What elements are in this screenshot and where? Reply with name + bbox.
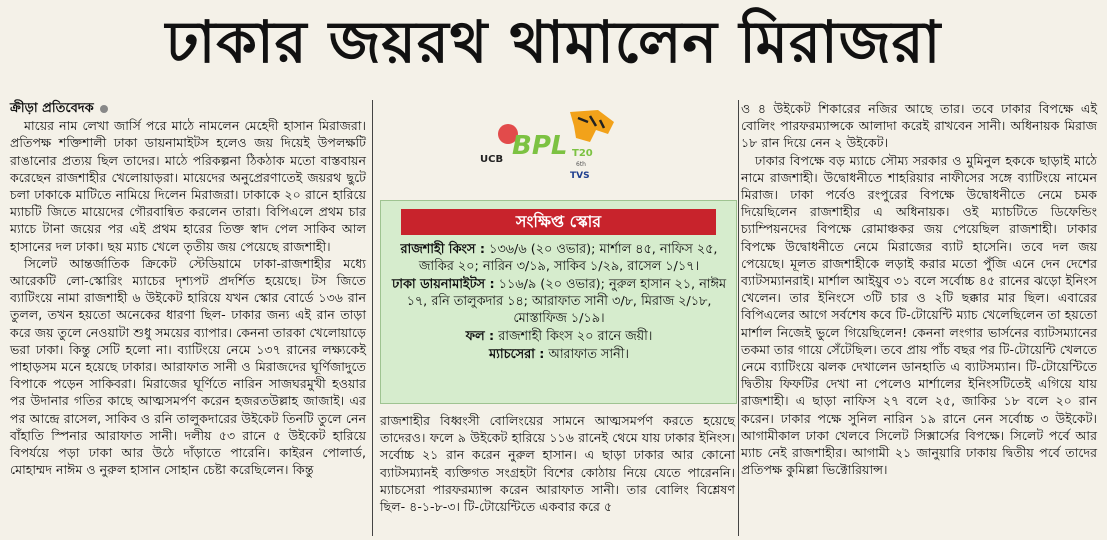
- column-divider: [738, 100, 739, 536]
- score-rajshahi: [389, 241, 729, 275]
- score-text: ১১৬/৯ (২০ ওভার); নুরুল হাসান ২১, নাঈম ১৭, রনি তালুকদার ১৪; আরাফাত সানী ৩/৮, মিরাজ ২/১৮, মোস্তাফিজ ১/১৯।: [406, 277, 726, 326]
- score-dhaka: [389, 276, 729, 327]
- byline-dot-icon: [100, 105, 108, 113]
- bpl-logo: [478, 108, 628, 188]
- ucb-text: UCB: [480, 154, 504, 165]
- score-result: [389, 328, 729, 345]
- score-label: ফল :: [465, 329, 495, 344]
- paragraph: ও ৪ উইকেট শিকারের নজির আছে তার। তবে ঢাকার বিপক্ষে এই বোলিং পারফরম্যান্সকে আলাদা করেই রাখবেন সানী। অধিনায়ক মিরাজ ১৮ রান দিয়ে নেন ২ উইকেট।: [741, 101, 1097, 151]
- score-summary-box: [380, 200, 737, 404]
- article-column-middle: [380, 412, 735, 515]
- score-text: ১৩৬/৬ (২০ ওভার); মার্শাল ৪৫, নাফিস ২৫, জাকির ২০; নারিন ৩/১৯, সাকিব ১/২৯, রাসেল ১/১৭।: [418, 242, 718, 274]
- tvs-text: TVS: [570, 171, 590, 181]
- score-label: ঢাকা ডায়নামাইটস :: [392, 277, 495, 292]
- paragraph: রাজশাহীর বিধ্বংসী বোলিংয়ের সামনে আত্মসমর্পণ করতে হয়েছে তাদেরও। ফলে ৯ উইকেট হারিয়ে ১১৬ রানেই থেমে যায় ঢাকার ইনিংস। সর্বোচ্চ ২১ রান করেন নুরুল হাসান। এ ছাড়া ঢাকার আর কোনো ব্যাটসম্যানই ব্যক্তিগত সংগ্রহটা বিশের কোঠায় নিয়ে যেতে পারেননি। ম্যাচসেরা পারফরম্যান্স করেন আরাফাত সানী। তার বোলিং বিশ্লেষণ ছিল- ৪-১-৮-৩। টি-টোয়েন্টিতে একবার করে ৫: [380, 413, 735, 515]
- score-text: আরাফাত সানী।: [548, 347, 629, 362]
- article-column-right: [741, 100, 1097, 478]
- headline: ঢাকার জয়রথ থামালেন মিরাজরা: [165, 7, 942, 76]
- t20-text: T20: [572, 148, 593, 159]
- column-divider: [372, 100, 373, 536]
- season-text: 6th: [576, 161, 586, 168]
- score-label: রাজশাহী কিংস :: [400, 242, 485, 257]
- bpl-text: BPL: [512, 131, 568, 161]
- score-summary-body: [389, 241, 729, 364]
- byline: [10, 100, 366, 117]
- article-column-left: [10, 100, 366, 478]
- tiger-icon: [570, 110, 614, 142]
- paragraph: ঢাকার বিপক্ষে বড় ম্যাচে সৌম্য সরকার ও মুমিনুল হককে ছাড়াই মাঠে নামে রাজশাহী। উদ্বোধনীতে শাহরিয়ার নাফীসের সঙ্গে ব্যাটিংয়ে নামেন মিরাজ। ঢাকা পর্বেও রংপুরের বিপক্ষে উদ্বোধনীতে নেমে চমক দিয়েছিলেন রাজশাহীর এ অধিনায়ক। ওই ম্যাচটিতে ডিফেন্ডিং চ্যাম্পিয়নদের বিপক্ষে রোমাঞ্চকর জয় পেয়েছিল রাজশাহী। ঢাকার বিপক্ষে উদ্বোধনীতে নেমে মিরাজের ব্যাট হাসেনি। তবে দল জয় পেয়েছে। মূলত রাজশাহীকে লড়াই করার মতো পুঁজি এনে দেন দেশের ব্যাটসম্যানরাই। মার্শাল আইয়ুব ৩১ বলে সর্বোচ্চ ৪৫ রানের ঝড়ো ইনিংস খেলেন। তার ইনিংসে ৩টি চার ও ২টি ছক্কার মার ছিল। এবারের বিপিএলের আগে সর্বশেষ কবে টি-টোয়েন্টি ম্যাচ খেলেছিলেন তা হয়তো মার্শাল নিজেই ভুলে গিয়েছিলেন! কেননা লংগার ভার্সনের ব্যাটসম্যানের তকমা তার গায়ে সেঁটেছিল। তবে প্রায় পাঁচ বছর পর টি-টোয়েন্টি খেলতে নেমে ব্যাটিংয়ে ঝলক দেখালেন ডানহাতি এ ব্যাটসম্যান। টি-টোয়েন্টিতে দ্বিতীয় ফিফটির দেখা না পেলেও মার্শালের ইনিংসটিতেই এগিয়ে যায় রাজশাহী। এ ছাড়া নাফিস ২৭ বলে ২৫, জাকির ১৮ বলে ২০ রান করেন। ঢাকার পক্ষে সুনিল নারিন ১৯ রানে নেন সর্বোচ্চ ৩ উইকেট। আগামীকাল ঢাকা খেলবে সিলেট সিক্সার্সের বিপক্ষে। সিলেট পর্বে আর ম্যাচ নেই রাজশাহীর। আগামী ২১ জানুয়ারি ঢাকায় দ্বিতীয় পর্বে তাদের প্রতিপক্ষ কুমিল্লা ভিক্টোরিয়ান্স।: [741, 152, 1097, 478]
- paragraph: সিলেট আন্তর্জাতিক ক্রিকেট স্টেডিয়ামে ঢাকা-রাজশাহীর মধ্যে আরেকটি লো-স্কোরিং ম্যাচের দৃশ্যপট প্রদর্শিত হয়েছে। টস জিতে ব্যাটিংয়ে নামা রাজশাহী ৬ উইকেট হারিয়ে যখন স্কোর বোর্ডে ১৩৬ রান তুলল, তখন হয়তো অনেকের ধারণা ছিল- ঢাকার জন্য এই রান তাড়া করে জয় তুলে নেওয়াটা শুধু সময়ের ব্যাপার। কেননা তারকা খেলোয়াড়ে ভরা ঢাকা। কিন্তু সেটি হলো না। ব্যাটিংয়ে নেমে ১৩৭ রানের লক্ষ্যকেই পাহাড়সম মনে হয়েছে ঢাকার। আরাফাত সানী ও মিরাজদের ঘূর্ণিজাদুতে বিপাকে পড়েন সাকিবরা। মিরাজের ঘূর্ণিতে নারিন সাজঘরমুখী হওয়ার পর উদানার গতির কাছে আত্মসমর্পণ করেন হজরতউল্লাহ জাজাই। এর পর আন্দ্রে রাসেল, সাকিব ও রনি তালুকদারের উইকেট তিনটি তুলে নেন বাঁহাতি স্পিনার আরাফাত সানী। দলীয় ৫৩ রানে ৫ উইকেট হারিয়ে বিপর্যয়ে পড়া ঢাকা আর উঠে দাঁড়াতে পারেনি। কাইরন পোলার্ড, মোহাম্মদ নাঈম ও নুরুল হাসান সোহান চেষ্টা করেছিলেন। কিন্তু: [10, 255, 366, 478]
- paragraph: মায়ের নাম লেখা জার্সি পরে মাঠে নামলেন মেহেদী হাসান মিরাজরা। প্রতিপক্ষ শক্তিশালী ঢাকা ডায়নামাইটস হলেও জয় দিয়েই উপলক্ষটি রাঙানোর প্রত্যয় ছিল তাদের। মাঠে পরিকল্পনা ঠিকঠাক মতো বাস্তবায়ন করেছেন রাজশাহীর খেলোয়াড়রা। মায়েদের অনুপ্রেরণাতেই জয়রথ ছুটে চলা ঢাকাকে মাটিতে নামিয়ে দিলেন মিরাজরা। ঢাকাকে ২০ রানে হারিয়ে ম্যাচটি জিতে মায়েদের গৌরবান্বিত করলেন তারা। বিপিএলে প্রথম চার ম্যাচে টানা জয়ের পর এই প্রথম হারের তিক্ত স্বাদ পেল সাকিব আল হাসানের দল ঢাকা। ছয় ম্যাচ খেলে তৃতীয় জয় পেয়েছে রাজশাহী।: [10, 118, 366, 254]
- score-label: ম্যাচসেরা :: [489, 347, 545, 362]
- score-summary-title: সংক্ষিপ্ত স্কোর: [401, 209, 716, 235]
- score-man-of-match: [389, 346, 729, 363]
- byline-text: ক্রীড়া প্রতিবেদক: [10, 101, 94, 116]
- score-text: রাজশাহী কিংস ২০ রানে জয়ী।: [498, 329, 653, 344]
